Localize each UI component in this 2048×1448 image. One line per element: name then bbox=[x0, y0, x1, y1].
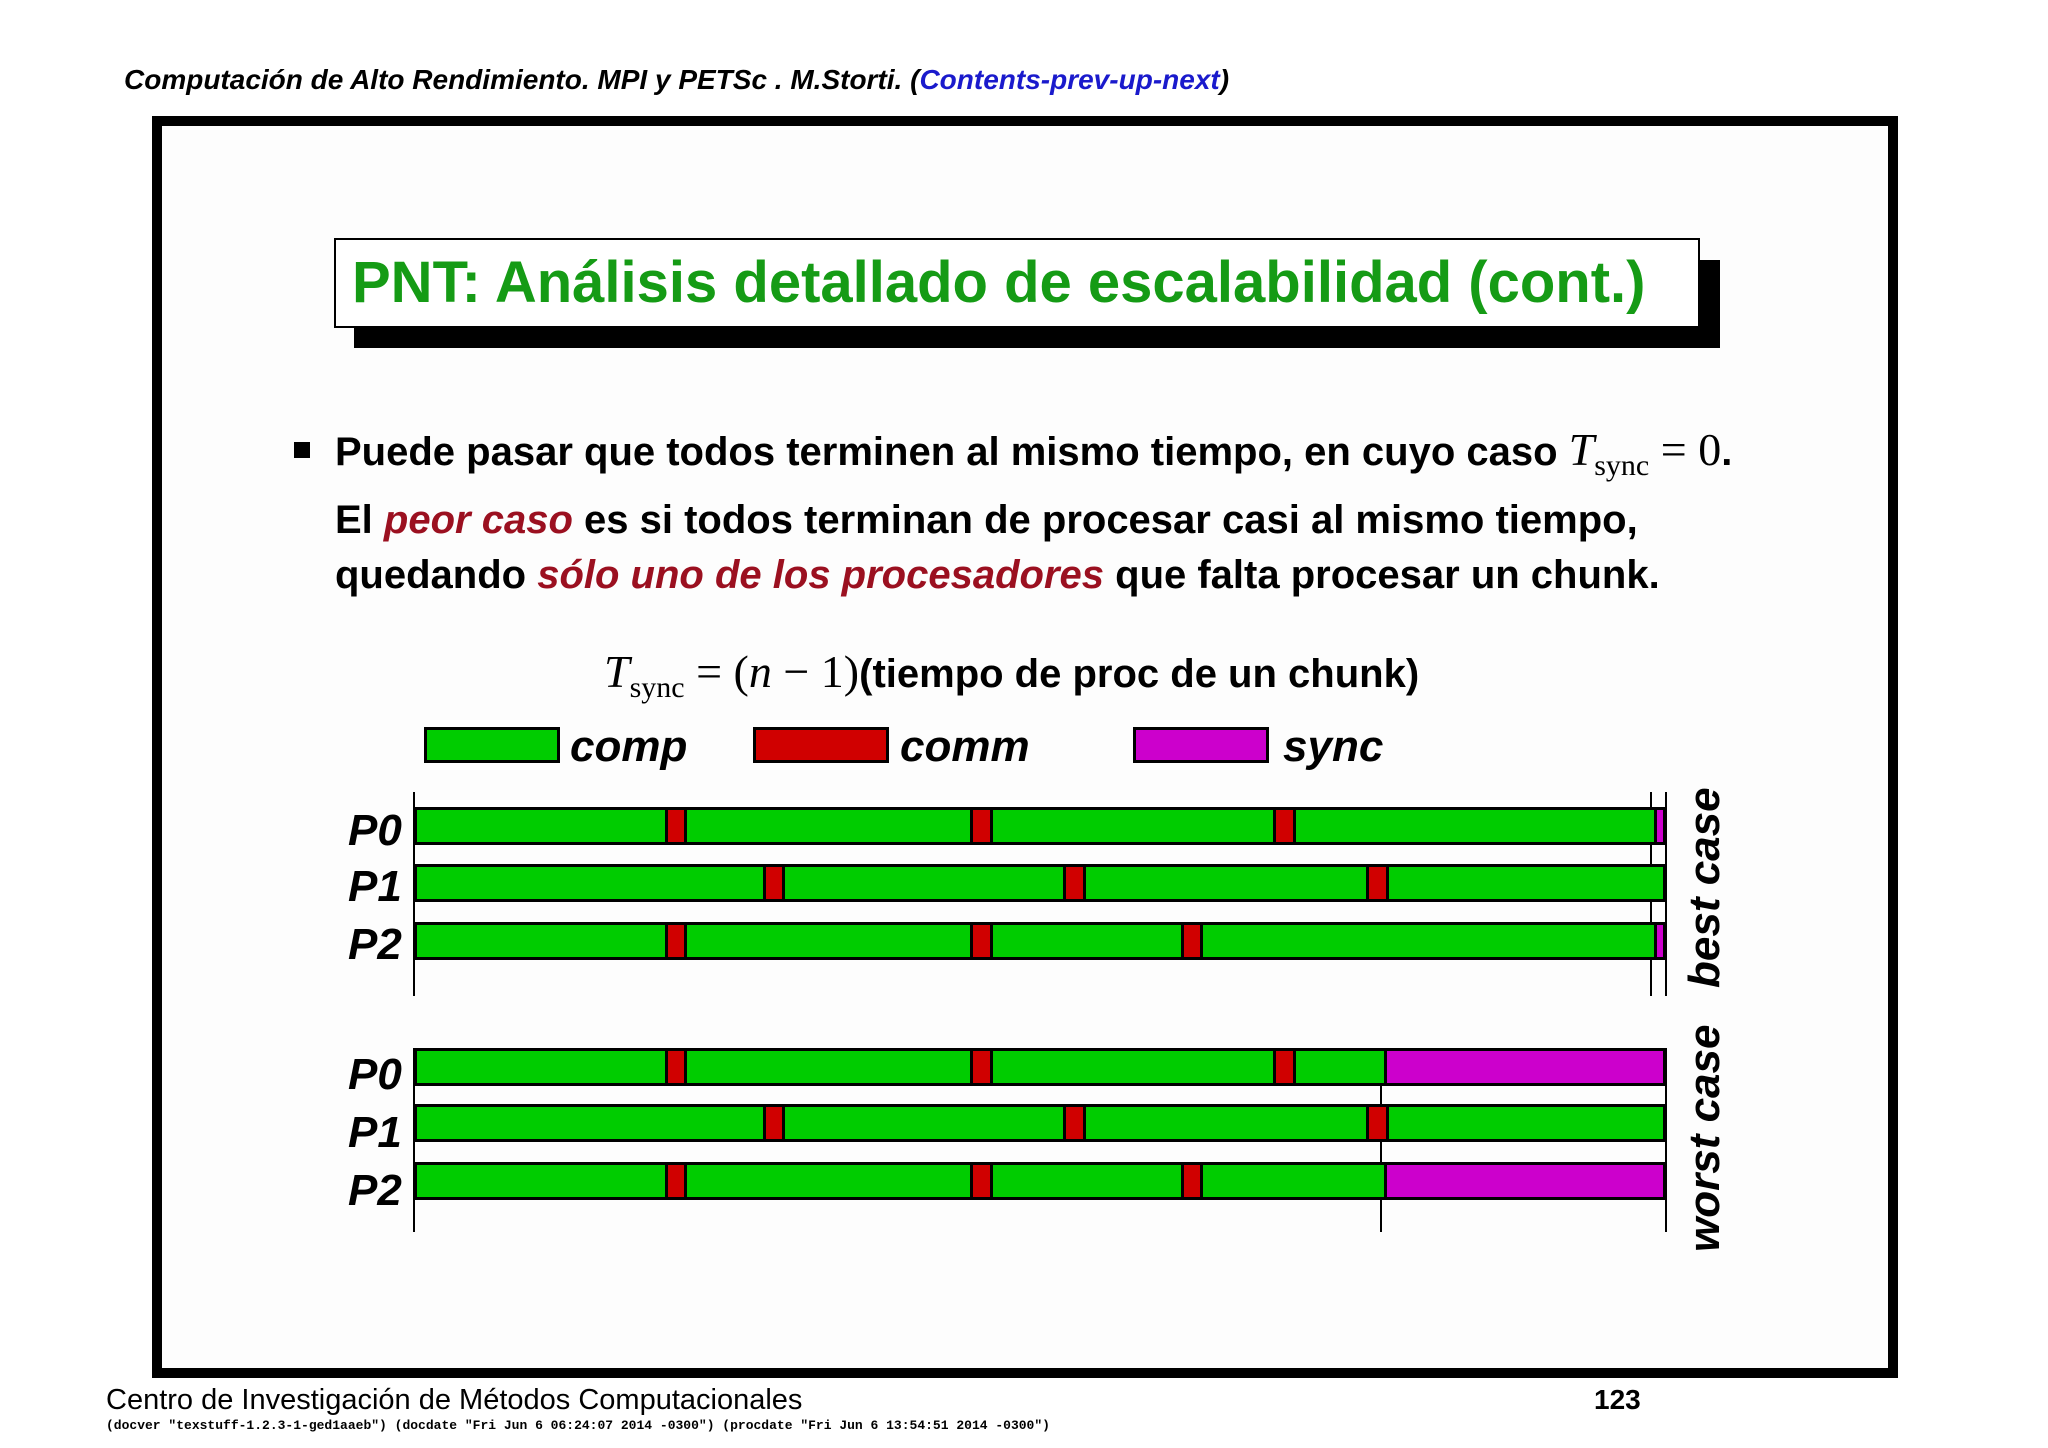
link-separator: - bbox=[1040, 64, 1051, 95]
best-case-bar-p1 bbox=[414, 864, 1666, 902]
comm-segment bbox=[763, 867, 786, 899]
legend-sync-swatch bbox=[1133, 727, 1269, 763]
running-header bbox=[124, 64, 1229, 96]
proc-label-best-p1: P1 bbox=[348, 862, 402, 911]
math-rest: − 1) bbox=[771, 646, 860, 697]
math-var: T bbox=[604, 646, 630, 697]
legend-comm-swatch bbox=[753, 727, 889, 763]
formula-text: (tiempo de proc de un chunk) bbox=[859, 652, 1420, 696]
math-var: T bbox=[1568, 424, 1595, 475]
math-subscript: sync bbox=[629, 671, 685, 704]
worst-case-bar-p1 bbox=[414, 1104, 1666, 1142]
bullet-icon bbox=[294, 442, 310, 458]
link-prev[interactable]: prev bbox=[1050, 64, 1110, 95]
link-separator: - bbox=[1109, 64, 1119, 95]
comm-segment bbox=[1366, 867, 1389, 899]
sync-segment bbox=[1654, 810, 1663, 842]
comm-segment bbox=[665, 925, 688, 957]
worst-case-bar-p0 bbox=[414, 1048, 1666, 1086]
comm-segment bbox=[665, 1165, 688, 1197]
legend-comp-label: comp bbox=[570, 722, 688, 771]
legend-sync-label: sync bbox=[1283, 722, 1384, 771]
legend-comp-swatch bbox=[424, 727, 560, 763]
comm-segment bbox=[1063, 1107, 1086, 1139]
comm-segment bbox=[970, 1165, 993, 1197]
link-contents[interactable]: Contents bbox=[919, 64, 1041, 95]
comm-segment bbox=[1273, 1051, 1296, 1083]
comm-segment bbox=[665, 1051, 688, 1083]
worst-case-label: worst case bbox=[1680, 1024, 1729, 1252]
para-text: es si todos terminan de procesar casi al mismo tiempo, quedando bbox=[335, 498, 1638, 597]
comm-segment bbox=[1181, 925, 1204, 957]
best-case-label: best case bbox=[1680, 787, 1729, 988]
header-title: Computación de Alto Rendimiento. MPI y PETSc . M.Storti. ( bbox=[124, 64, 920, 95]
sync-segment bbox=[1654, 925, 1663, 957]
best-case-bar-p0 bbox=[414, 807, 1666, 845]
best-case-bar-p2 bbox=[414, 922, 1666, 960]
doc-version: (docver "texstuff-1.2.3-1-ged1aaeb") (docdate "Fri Jun 6 06:24:07 2014 -0300") (procdate "Fri Jun 6 13:54:51 2014 -0300") bbox=[106, 1418, 1050, 1433]
para-text: que falta procesar un chunk. bbox=[1104, 553, 1660, 597]
header-close-paren: ) bbox=[1219, 64, 1230, 95]
link-separator: - bbox=[1152, 64, 1163, 95]
emphasis-worst-case: peor caso bbox=[383, 498, 573, 542]
comm-segment bbox=[1273, 810, 1296, 842]
proc-label-worst-p1: P1 bbox=[348, 1108, 402, 1157]
comm-segment bbox=[665, 810, 688, 842]
para-text: Puede pasar que todos terminen al mismo tiempo, en cuyo caso bbox=[335, 430, 1569, 474]
comm-segment bbox=[1181, 1165, 1204, 1197]
math-var: n bbox=[748, 646, 772, 697]
slide-title: PNT: Análisis detallado de escalabilidad (cont.) bbox=[334, 238, 1700, 328]
math-subscript: sync bbox=[1594, 449, 1650, 482]
formula-math bbox=[604, 646, 860, 704]
comm-segment bbox=[970, 810, 993, 842]
proc-label-worst-p0: P0 bbox=[348, 1050, 402, 1099]
emphasis-only-one: sólo uno de los procesadores bbox=[537, 553, 1105, 597]
worst-case-bar-p2 bbox=[414, 1162, 1666, 1200]
comm-segment bbox=[763, 1107, 786, 1139]
comm-segment bbox=[1366, 1107, 1389, 1139]
comm-segment bbox=[970, 1051, 993, 1083]
formula bbox=[604, 645, 1419, 705]
footer-institution: Centro de Investigación de Métodos Computacionales bbox=[106, 1384, 803, 1416]
bullet-paragraph bbox=[335, 422, 1775, 603]
comm-segment bbox=[970, 925, 993, 957]
math-tsync bbox=[1568, 424, 1722, 482]
para-text: . El bbox=[335, 430, 1733, 542]
comm-segment bbox=[1063, 867, 1086, 899]
link-up[interactable]: up bbox=[1118, 64, 1153, 95]
math-eq: = ( bbox=[684, 646, 749, 697]
sync-segment bbox=[1384, 1051, 1663, 1083]
legend-comm-label: comm bbox=[900, 722, 1030, 771]
page-number: 123 bbox=[1594, 1384, 1641, 1415]
math-rest: = 0 bbox=[1649, 424, 1722, 475]
proc-label-best-p2: P2 bbox=[348, 920, 402, 969]
sync-segment bbox=[1384, 1165, 1663, 1197]
link-next[interactable]: next bbox=[1162, 64, 1220, 95]
proc-label-best-p0: P0 bbox=[348, 806, 402, 855]
proc-label-worst-p2: P2 bbox=[348, 1166, 402, 1215]
